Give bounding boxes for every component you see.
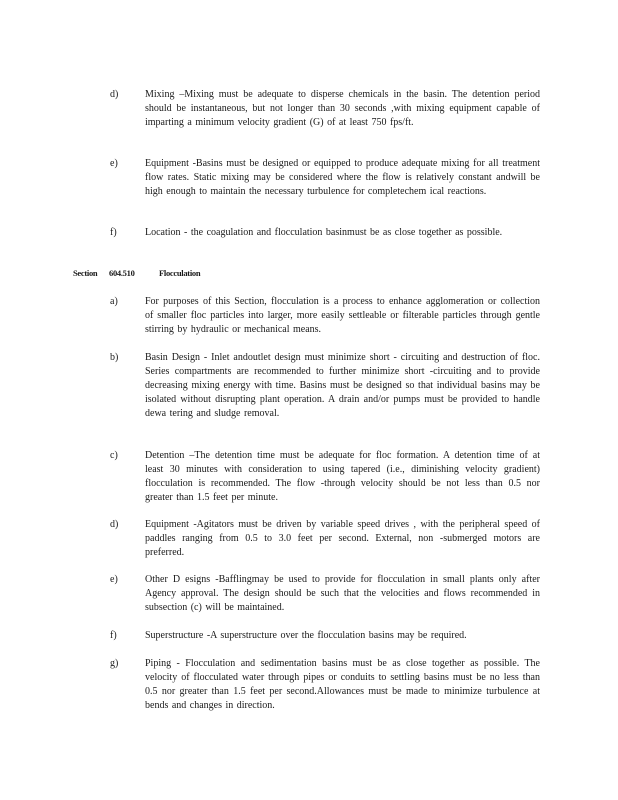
- item-text: Basin Design - Inlet andoutlet design must minimize short - circuiting and destruction of floc. Series compartments are recommended to further minimize short -circuiting and to provide decreasing mixing energy with time. Basins must be designed so that individual basins may be isolated without disrupting plant operation. A drain and/or pumps must be provided to handle dewa tering and sludge removal.: [145, 352, 540, 419]
- item-letter: c): [110, 450, 118, 461]
- item-letter: g): [110, 658, 119, 669]
- item-text: Equipment -Basins must be designed or equipped to produce adequate mixing for all treatment flow rates. Static mixing may be considered where the flow is relatively constant andwill be high enough to maintain the necessary turbulence for completechem ical reactions.: [145, 158, 540, 197]
- item-text: Piping - Flocculation and sedimentation basins must be as close together as possible. The velocity of flocculated water through pipes or conduits to settling basins must be no less than 0.5 nor greater than 1.5 feet per second.Allowances must be made to minimize turbulence at bends and changes in direction.: [145, 658, 540, 711]
- item-letter: d): [110, 519, 119, 530]
- item-text: Superstructure -A superstructure over the flocculation basins may be required.: [145, 630, 467, 641]
- item-letter: a): [110, 296, 118, 307]
- item-text: Equipment -Agitators must be driven by variable speed drives , with the peripheral speed of paddles ranging from 0.5 to 3.0 feet per second. External, non -submerged motors are preferred.: [145, 519, 540, 558]
- item-letter: f): [110, 630, 117, 641]
- item-letter: f): [110, 227, 117, 238]
- section-label: Section: [73, 268, 98, 278]
- item-text: Location - the coagulation and flocculation basinmust be as close together as possible.: [145, 227, 503, 238]
- item-letter: e): [110, 158, 118, 169]
- section-number: 604.510: [109, 268, 135, 278]
- item-text: Detention –The detention time must be adequate for floc formation. A detention time of at least 30 minutes with consideration to using tapered (i.e., diminishing velocity gradient) flocculation is recommended. The flow -through velocity should be not less than 0.5 nor greater than 1.5 feet per minute.: [145, 450, 540, 503]
- item-letter: e): [110, 574, 118, 585]
- item-text: For purposes of this Section, flocculation is a process to enhance agglomeration or collection of smaller floc particles into larger, more easily settleable or filterable particles through gentle stirring by hydraulic or mechanical means.: [145, 296, 540, 335]
- item-letter: d): [110, 89, 119, 100]
- item-text: Other D esigns -Bafflingmay be used to provide for flocculation in small plants only after Agency approval. The design should be such that the velocities and flows recommended in subsection (c) will be maintained.: [145, 574, 540, 613]
- section-heading: [73, 267, 200, 279]
- section-title: Flocculation: [159, 268, 201, 278]
- item-letter: b): [110, 352, 119, 363]
- item-text: Mixing –Mixing must be adequate to disperse chemicals in the basin. The detention period should be instantaneous, but not longer than 30 seconds ,with mixing equipment capable of imparting a minimum velocity gradient (G) of at least 750 fps/ft.: [145, 89, 540, 128]
